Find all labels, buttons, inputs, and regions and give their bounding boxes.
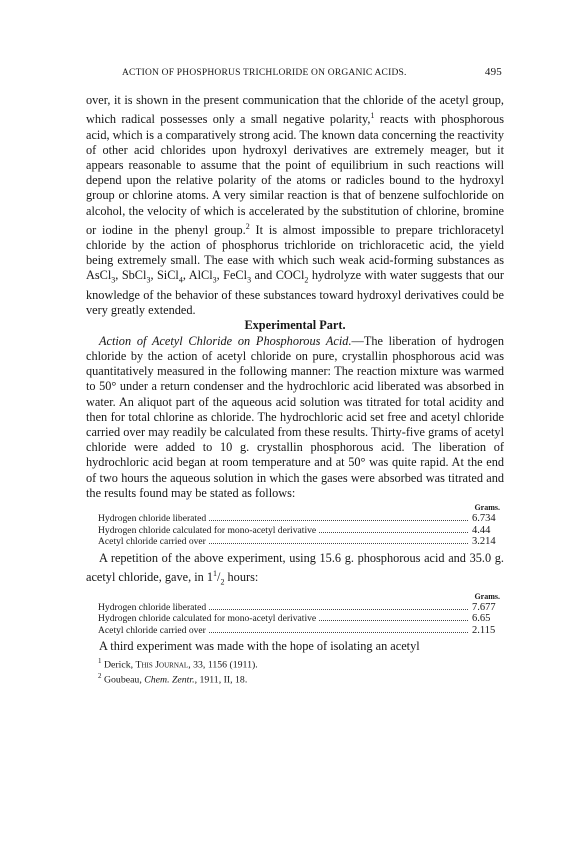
subsection-heading: Action of Acetyl Chloride on Phosphorous Acid.	[99, 333, 352, 348]
table-unit-label: Grams.	[474, 591, 500, 601]
table-row: Acetyl chloride carried over 2.115	[98, 624, 496, 636]
paragraph-experiment-1: Action of Acetyl Chloride on Phosphorous Acid.—The liberation of hydrogen chloride by the action of acetyl chloride on pure, crystallin phosphorous acid was quantitatively measured in the following manner: The reaction mixture was warmed to 50° under a return condenser and the hydrochloric acid liberated was absorbed in water. An aliquot part of the aqueous acid solution was titrated for total acidity and then for total chlorine as chloride. The hydrochloric acid set free and acetyl chloride carried over may readily be calculated from these results. Thirty-five grams of acetyl chloride were added to 10 g. crystallin phosphorous acid. The liberation of hydrochloric acid began at room temperature and at 50° was quite rapid. At the end of two hours the aqueous solution in which the gases were absorbed was titrated and the results found may be stated as follows:	[86, 333, 504, 500]
results-table-1	[98, 502, 504, 548]
table-unit-label: Grams.	[474, 502, 500, 512]
paragraph-repetition: A repetition of the above experiment, using 15.6 g. phosphorous acid and 35.0 g. acetyl chloride, gave, in $1^1/_2$ hours:	[86, 550, 504, 587]
running-title: ACTION OF PHOSPHORUS TRICHLORIDE ON ORGANIC ACIDS.	[122, 68, 407, 78]
footnote-ref-2: 2	[245, 221, 250, 231]
table-row: Hydrogen chloride calculated for mono-acetyl derivative 4.44	[98, 524, 491, 536]
paragraph-third-experiment: A third experiment was made with the hope of isolating an acetyl	[99, 639, 420, 654]
footnote-1: $^1$ Derick, This Journal, 33, 1156 (1911).	[98, 657, 258, 671]
table-row: Hydrogen chloride calculated for mono-acetyl derivative 6.65	[98, 613, 491, 625]
footnotes	[86, 656, 504, 686]
footnote-ref-1: 1	[370, 111, 375, 121]
table-row: Hydrogen chloride liberated 7.677	[98, 601, 496, 613]
running-header	[96, 66, 502, 80]
footnote-2: $^2$ Goubeau, Chem. Zentr., 1911, II, 18.	[98, 672, 248, 686]
table-row: Acetyl chloride carried over 3.214	[98, 536, 496, 548]
section-heading: Experimental Part.	[244, 318, 346, 333]
page-number: 495	[484, 66, 502, 78]
table-row: Hydrogen chloride liberated 6.734	[98, 513, 496, 525]
results-table-2	[98, 591, 504, 637]
page-body	[86, 93, 504, 686]
paragraph-polarity: over, it is shown in the present communication that the chloride of the acetyl group, which radical possesses only a small negative polarity,$^1$ reacts with phosphorous acid, which is a comparatively strong acid. The known data concerning the reactivity of other acid chlorides upon hydroxyl derivatives are extremely meager, but it appears reasonable to assume that the point of equilibrium in such reactions will depend upon the relative polarity of the atoms or radicles bound to the hydroxyl group or chlorine atoms. A very similar reaction is that of benzene sulfochloride on alcohol, the velocity of which is accelerated by the substitution of chlorine, bromine or iodine in the phenyl group.$^2$ It is almost impossible to prepare trichloracetyl chloride by the action of phosphorus trichloride on trichloracetic acid, the yield being extremely small. The ease with which such weak acid-forming substances as AsCl$_3$, SbCl$_3$, SiCl$_4$, AlCl$_3$, FeCl$_3$ and COCl$_2$ hydrolyze with water suggests that our knowledge of the behavior of these substances toward hydroxyl derivatives could be very greatly extended.	[86, 93, 504, 318]
